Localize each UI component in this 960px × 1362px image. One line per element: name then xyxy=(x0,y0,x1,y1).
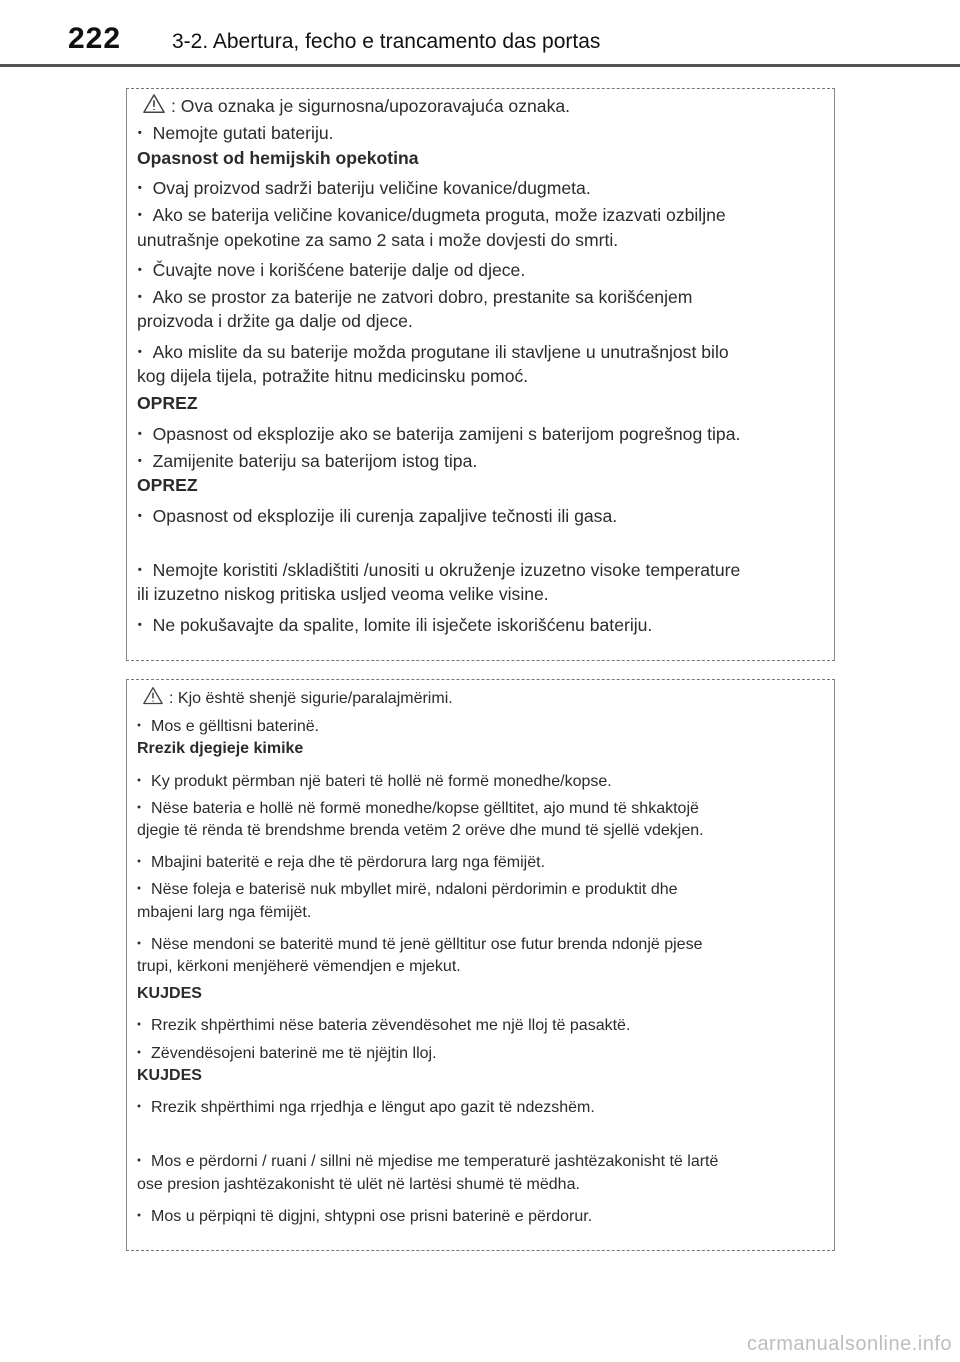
bullet-marker: ・ xyxy=(131,287,149,308)
bullet-marker: ・ xyxy=(131,123,149,144)
bullet-continuation: trupi, kërkoni menjëherë vëmendjen e mjekut. xyxy=(137,958,461,975)
bullet-item xyxy=(131,1148,718,1171)
section-heading: OPREZ xyxy=(137,475,198,496)
bullet-marker: ・ xyxy=(131,1099,148,1116)
bullet-item xyxy=(131,876,678,899)
bullet-marker: ・ xyxy=(131,799,148,817)
bullet-text: Mbajini bateritë e reja dhe të përdorura larg nga fëmijët. xyxy=(151,854,546,872)
bullet-continuation: proizvoda i držite ga dalje od djece. xyxy=(137,311,413,332)
bullet-item xyxy=(131,557,740,582)
bullet-text: Zëvendësojeni baterinë me të njëjtin lloj. xyxy=(151,1044,437,1062)
bullet-item xyxy=(131,448,477,473)
bullet-item xyxy=(131,1203,592,1226)
bullet-marker: ・ xyxy=(131,718,148,736)
bullet-continuation: ose presion jashtëzakonisht të ulët në lartësi shumë të mëdha. xyxy=(137,1175,580,1193)
bullet-item xyxy=(131,503,617,528)
bullet-text: Opasnost od eksplozije ako se baterija zamijeni s baterijom pogrešnog tipa. xyxy=(152,423,741,444)
bullet-continuation: unutrašnje opekotine za samo 2 sata i može dovjesti do smrti. xyxy=(137,229,619,250)
bullet-item xyxy=(131,257,525,282)
bullet-item xyxy=(131,768,612,791)
bullet-item xyxy=(131,795,699,818)
bullet-text: Ako mislite da su baterije možda progutane ili stavljene u unutrašnjost bilo xyxy=(152,341,729,362)
bullet-item xyxy=(131,849,545,872)
bullet-marker: ・ xyxy=(131,450,149,471)
bullet-text: Ovaj proizvod sadrži bateriju veličine kovanice/dugmeta. xyxy=(152,177,591,198)
warning-label-line xyxy=(143,93,570,120)
warning-triangle-icon xyxy=(143,93,165,120)
bullet-text: Rrezik shpërthimi nëse bateria zëvendësohet me një lloj të pasaktë. xyxy=(151,1017,631,1035)
bullet-text: Nëse mendoni se bateritë mund të jenë gëlltitur ose futur brenda ndonjë pjese xyxy=(151,935,703,953)
bullet-marker: ・ xyxy=(131,560,149,581)
bullet-text: Nëse bateria e hollë në formë monedhe/kopse gëlltitet, ajo mund të shkaktojë xyxy=(151,799,699,817)
section-heading: KUJDES xyxy=(137,1066,202,1084)
safety-notice-box-albanian xyxy=(126,679,835,1251)
bullet-item xyxy=(131,612,652,637)
bullet-item xyxy=(131,931,702,954)
bullet-marker: ・ xyxy=(131,1017,148,1035)
bullet-marker: ・ xyxy=(131,1044,148,1062)
warning-label-text: : Kjo është shenjë sigurie/paralajmërimi. xyxy=(169,690,453,707)
bullet-text: Nemojte gutati bateriju. xyxy=(152,123,334,144)
bullet-marker: ・ xyxy=(131,423,149,444)
bullet-marker: ・ xyxy=(131,177,149,198)
bullet-marker: ・ xyxy=(131,259,149,280)
bullet-text: Nëse foleja e baterisë nuk mbyllet mirë, ndaloni përdorimin e produktit dhe xyxy=(151,881,678,899)
bullet-item xyxy=(131,175,591,200)
bullet-item xyxy=(131,120,334,145)
section-title: 3-2. Abertura, fecho e trancamento das portas xyxy=(172,30,601,53)
section-heading: Rrezik djegieje kimike xyxy=(137,740,304,758)
bullet-text: Mos u përpiqni të digjni, shtypni ose prisni baterinë e përdorur. xyxy=(151,1207,593,1225)
bullet-text: Mos e përdorni / ruani / sillni në mjedise me temperaturë jashtëzakonisht të lartë xyxy=(151,1153,719,1171)
bullet-item xyxy=(131,421,740,446)
bullet-marker: ・ xyxy=(131,854,148,872)
bullet-marker: ・ xyxy=(131,341,149,362)
page-header xyxy=(0,0,960,68)
bullet-text: Opasnost od eksplozije ili curenja zapaljive tečnosti ili gasa. xyxy=(152,505,618,526)
bullet-item xyxy=(131,1040,437,1063)
section-heading: Opasnost od hemijskih opekotina xyxy=(137,147,419,168)
bullet-text: Ako se baterija veličine kovanice/dugmeta proguta, može izazvati ozbiljne xyxy=(152,205,726,226)
bullet-item xyxy=(131,339,729,364)
bullet-marker: ・ xyxy=(131,205,149,226)
bullet-item xyxy=(131,202,726,227)
warning-triangle-icon xyxy=(143,686,163,711)
bullet-text: Zamijenite bateriju sa baterijom istog tipa. xyxy=(152,450,478,471)
bullet-text: Nemojte koristiti /skladištiti /unositi u okruženje izuzetno visoke temperature xyxy=(152,560,741,581)
bullet-marker: ・ xyxy=(131,772,148,790)
footer-watermark: carmanualsonline.info xyxy=(746,1333,952,1355)
safety-notice-box-bosnian xyxy=(126,88,835,661)
bullet-item xyxy=(131,1094,595,1117)
section-heading: OPREZ xyxy=(137,393,198,414)
section-heading: KUJDES xyxy=(137,985,202,1003)
warning-label-text: : Ova oznaka je sigurnosna/upozoravajuća oznaka. xyxy=(171,96,571,116)
bullet-item xyxy=(131,713,319,736)
bullet-marker: ・ xyxy=(131,614,149,635)
bullet-continuation: mbajeni larg nga fëmijët. xyxy=(137,903,312,921)
bullet-text: Ako se prostor za baterije ne zatvori dobro, prestanite sa korišćenjem xyxy=(152,287,693,308)
bullet-marker: ・ xyxy=(131,935,148,953)
bullet-text: Ne pokušavajte da spalite, lomite ili isječete iskorišćenu bateriju. xyxy=(152,614,653,635)
warning-label-line xyxy=(143,686,453,711)
bullet-item xyxy=(131,1012,630,1035)
bullet-marker: ・ xyxy=(131,1207,148,1225)
bullet-marker: ・ xyxy=(131,881,148,899)
bullet-continuation: djegie të rënda të brendshme brenda vetëm 2 orëve dhe mund të sjellë vdekjen. xyxy=(137,822,704,839)
bullet-marker: ・ xyxy=(131,1153,148,1171)
page-number: 222 xyxy=(68,22,122,55)
bullet-text: Ky produkt përmban një bateri të hollë në formë monedhe/kopse. xyxy=(151,772,612,790)
bullet-continuation: ili izuzetno niskog pritiska usljed veoma velike visine. xyxy=(137,584,549,605)
bullet-text: Mos e gëlltisni baterinë. xyxy=(151,718,320,736)
header-divider xyxy=(0,64,960,67)
bullet-text: Čuvajte nove i korišćene baterije dalje od djece. xyxy=(152,259,526,280)
bullet-marker: ・ xyxy=(131,505,149,526)
bullet-continuation: kog dijela tijela, potražite hitnu medicinsku pomoć. xyxy=(137,366,529,386)
bullet-text: Rrezik shpërthimi nga rrjedhja e lëngut apo gazit të ndezshëm. xyxy=(151,1099,595,1116)
bullet-item xyxy=(131,284,692,309)
